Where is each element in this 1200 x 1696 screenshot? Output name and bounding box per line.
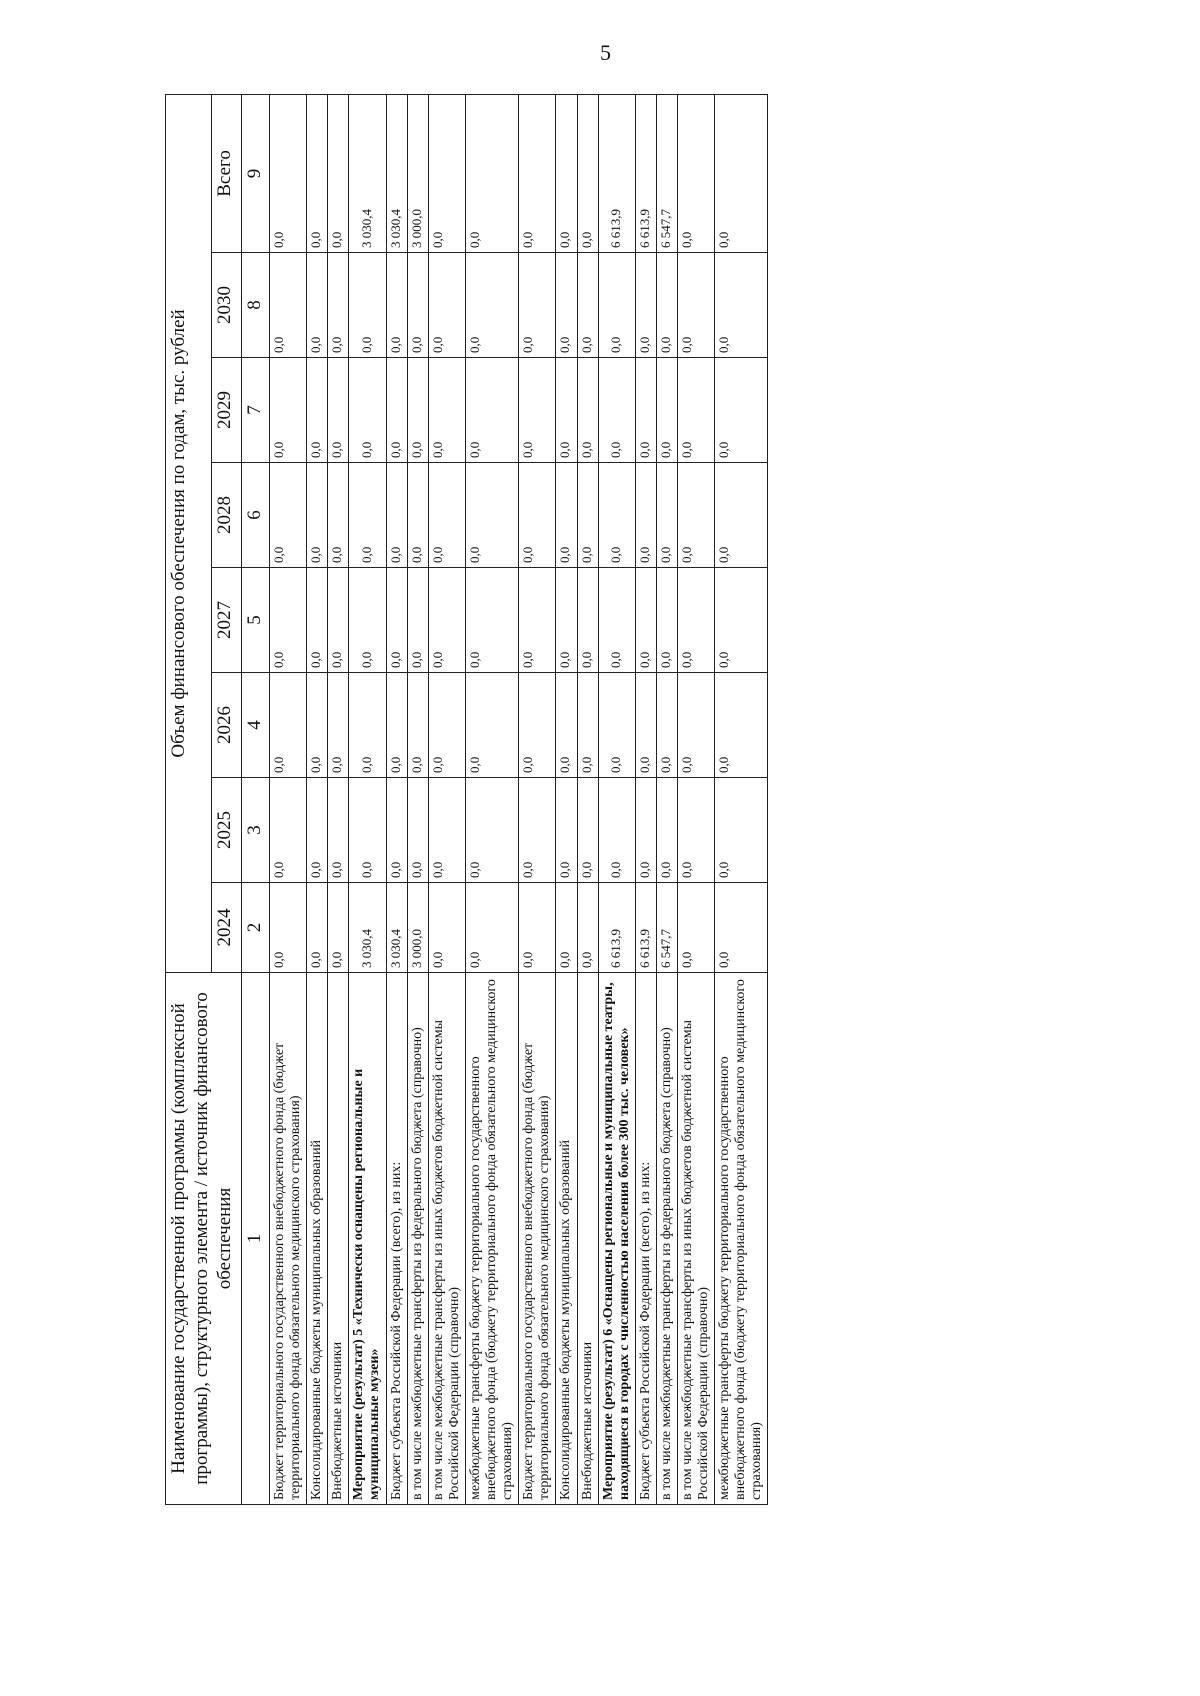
- table-row: [715, 94, 768, 1504]
- row-value: 0,0: [328, 463, 349, 568]
- row-value: 0,0: [349, 358, 386, 463]
- row-value: 0,0: [270, 463, 307, 568]
- row-value: 0,0: [656, 778, 677, 883]
- row-value: 0,0: [270, 94, 307, 252]
- row-value: 0,0: [635, 253, 656, 358]
- row-value: 3 030,4: [349, 94, 386, 252]
- row-value: 0,0: [519, 778, 556, 883]
- year-header: Всего: [212, 94, 242, 252]
- row-value: 0,0: [328, 883, 349, 973]
- row-name: в том числе межбюджетные трансферты из иных бюджетов бюджетной системы Российской Федерации (справочно): [428, 973, 465, 1505]
- row-value: 0,0: [519, 568, 556, 673]
- row-value: 0,0: [270, 883, 307, 973]
- table-row: [349, 94, 386, 1504]
- row-name: в том числе межбюджетные трансферты из федерального бюджета (справочно): [407, 973, 428, 1505]
- row-value: 0,0: [465, 253, 518, 358]
- year-header: 2027: [212, 568, 242, 673]
- row-value: 0,0: [577, 673, 598, 778]
- row-value: 0,0: [428, 463, 465, 568]
- year-header: 2029: [212, 358, 242, 463]
- row-value: 0,0: [519, 358, 556, 463]
- row-value: 0,0: [598, 358, 635, 463]
- year-header: 2024: [212, 883, 242, 973]
- table-row: [407, 94, 428, 1504]
- row-value: 0,0: [556, 94, 577, 252]
- row-value: 0,0: [677, 94, 714, 252]
- row-value: 6 547,7: [656, 883, 677, 973]
- row-value: 0,0: [519, 94, 556, 252]
- row-value: 0,0: [519, 253, 556, 358]
- row-value: 0,0: [328, 358, 349, 463]
- row-value: 0,0: [677, 568, 714, 673]
- row-name: в том числе межбюджетные трансферты из иных бюджетов бюджетной системы Российской Федерации (справочно): [677, 973, 714, 1505]
- row-value: 0,0: [715, 253, 768, 358]
- row-value: 0,0: [328, 94, 349, 252]
- row-value: 0,0: [677, 358, 714, 463]
- row-value: 0,0: [349, 463, 386, 568]
- row-value: 0,0: [577, 778, 598, 883]
- row-value: 0,0: [428, 94, 465, 252]
- table-row: [307, 94, 328, 1504]
- row-value: 3 000,0: [407, 94, 428, 252]
- row-value: 0,0: [635, 358, 656, 463]
- row-value: 0,0: [656, 673, 677, 778]
- row-value: 0,0: [635, 778, 656, 883]
- row-value: 0,0: [307, 253, 328, 358]
- row-value: 0,0: [715, 358, 768, 463]
- column-number: 8: [242, 253, 270, 358]
- row-name: Бюджет территориального государственного внебюджетного фонда (бюджет территориального фонда обязательного медицинского страхования): [270, 973, 307, 1505]
- row-value: 0,0: [349, 778, 386, 883]
- row-value: 0,0: [270, 673, 307, 778]
- row-value: 0,0: [428, 358, 465, 463]
- row-value: 0,0: [519, 463, 556, 568]
- table-row: [577, 94, 598, 1504]
- year-header: 2025: [212, 778, 242, 883]
- row-value: 0,0: [556, 778, 577, 883]
- row-value: 3 030,4: [386, 883, 407, 973]
- row-name: Внебюджетные источники: [577, 973, 598, 1505]
- page-number: 5: [600, 40, 611, 65]
- row-value: 6 613,9: [635, 94, 656, 252]
- row-value: 0,0: [715, 673, 768, 778]
- row-value: 0,0: [349, 253, 386, 358]
- row-name: в том числе межбюджетные трансферты из федерального бюджета (справочно): [656, 973, 677, 1505]
- row-value: 0,0: [635, 568, 656, 673]
- row-value: 3 030,4: [386, 94, 407, 252]
- row-value: 0,0: [556, 568, 577, 673]
- column-number: 3: [242, 778, 270, 883]
- row-value: 0,0: [270, 358, 307, 463]
- row-value: 0,0: [465, 883, 518, 973]
- table-row: [635, 94, 656, 1504]
- table-row: [465, 94, 518, 1504]
- row-value: 0,0: [386, 358, 407, 463]
- row-value: 0,0: [598, 568, 635, 673]
- row-value: 0,0: [307, 94, 328, 252]
- row-name: Мероприятие (результат) 5 «Технически оснащены региональные и муниципальные музеи»: [349, 973, 386, 1505]
- row-value: 0,0: [428, 673, 465, 778]
- row-value: 0,0: [677, 463, 714, 568]
- row-value: 0,0: [386, 463, 407, 568]
- row-value: 0,0: [465, 778, 518, 883]
- row-value: 3 030,4: [349, 883, 386, 973]
- table-row: [519, 94, 556, 1504]
- row-value: 0,0: [407, 778, 428, 883]
- row-value: 0,0: [465, 463, 518, 568]
- row-value: 0,0: [519, 883, 556, 973]
- column-number: 4: [242, 673, 270, 778]
- row-value: 0,0: [577, 883, 598, 973]
- column-number: 1: [242, 973, 270, 1505]
- row-name: межбюджетные трансферты бюджету территориального государственного внебюджетного фонда (бюджету территориального фонда обязательного медицинского страхования): [715, 973, 768, 1505]
- row-value: 0,0: [407, 673, 428, 778]
- row-value: 0,0: [715, 883, 768, 973]
- row-value: 0,0: [386, 778, 407, 883]
- year-header: 2026: [212, 673, 242, 778]
- row-value: 0,0: [465, 673, 518, 778]
- row-value: 0,0: [715, 778, 768, 883]
- rotated-table-wrapper: [165, 95, 1085, 1505]
- row-value: 6 613,9: [598, 94, 635, 252]
- column-number: 5: [242, 568, 270, 673]
- row-value: 0,0: [598, 463, 635, 568]
- row-value: 0,0: [556, 673, 577, 778]
- row-name: Бюджет субъекта Российской Федерации (всего), из них:: [635, 973, 656, 1505]
- row-value: 0,0: [270, 778, 307, 883]
- row-value: 0,0: [598, 673, 635, 778]
- row-value: 0,0: [307, 778, 328, 883]
- row-value: 6 613,9: [598, 883, 635, 973]
- table-row: [598, 94, 635, 1504]
- table-row: [556, 94, 577, 1504]
- row-value: 0,0: [428, 253, 465, 358]
- column-number: 7: [242, 358, 270, 463]
- row-value: 0,0: [556, 358, 577, 463]
- row-value: 3 000,0: [407, 883, 428, 973]
- row-value: 0,0: [307, 463, 328, 568]
- row-value: 0,0: [656, 253, 677, 358]
- row-value: 0,0: [677, 253, 714, 358]
- row-value: 0,0: [465, 568, 518, 673]
- table-row: [386, 94, 407, 1504]
- row-value: 0,0: [428, 778, 465, 883]
- row-value: 0,0: [328, 253, 349, 358]
- row-value: 0,0: [519, 673, 556, 778]
- row-value: 0,0: [407, 358, 428, 463]
- row-value: 0,0: [428, 568, 465, 673]
- row-value: 0,0: [635, 463, 656, 568]
- table-row: [677, 94, 714, 1504]
- row-value: 0,0: [270, 568, 307, 673]
- row-value: 0,0: [715, 94, 768, 252]
- row-value: 0,0: [270, 253, 307, 358]
- row-value: 0,0: [465, 94, 518, 252]
- row-value: 0,0: [307, 883, 328, 973]
- header-volume-caption: Объем финансового обеспечения по годам, тыс. рублей: [166, 94, 212, 972]
- row-value: 0,0: [677, 673, 714, 778]
- row-value: 0,0: [598, 778, 635, 883]
- table-row: [656, 94, 677, 1504]
- row-value: 0,0: [386, 253, 407, 358]
- row-value: 0,0: [428, 883, 465, 973]
- year-header: 2028: [212, 463, 242, 568]
- row-value: 6 547,7: [656, 94, 677, 252]
- row-value: 0,0: [656, 568, 677, 673]
- column-number: 2: [242, 883, 270, 973]
- row-value: 0,0: [556, 463, 577, 568]
- table-row: [270, 94, 307, 1504]
- table-row: [328, 94, 349, 1504]
- row-value: 0,0: [307, 673, 328, 778]
- row-value: 0,0: [465, 358, 518, 463]
- rotated-table-container: [165, 95, 1085, 1505]
- row-value: 0,0: [307, 358, 328, 463]
- row-value: 0,0: [407, 568, 428, 673]
- row-value: 0,0: [577, 463, 598, 568]
- row-value: 0,0: [635, 673, 656, 778]
- row-name: Бюджет субъекта Российской Федерации (всего), из них:: [386, 973, 407, 1505]
- row-name: межбюджетные трансферты бюджету территориального государственного внебюджетного фонда (бюджету территориального фонда обязательного медицинского страхования): [465, 973, 518, 1505]
- row-value: 0,0: [328, 778, 349, 883]
- column-number: 9: [242, 94, 270, 252]
- row-value: 0,0: [656, 358, 677, 463]
- row-value: 0,0: [677, 778, 714, 883]
- row-name: Консолидированные бюджеты муниципальных образований: [556, 973, 577, 1505]
- row-value: 0,0: [386, 673, 407, 778]
- row-name: Бюджет территориального государственного внебюджетного фонда (бюджет территориального фонда обязательного медицинского страхования): [519, 973, 556, 1505]
- row-value: 0,0: [407, 463, 428, 568]
- row-value: 0,0: [349, 673, 386, 778]
- row-value: 0,0: [598, 253, 635, 358]
- row-value: 0,0: [328, 673, 349, 778]
- row-value: 0,0: [328, 568, 349, 673]
- row-value: 0,0: [715, 463, 768, 568]
- row-name: Мероприятие (результат) 6 «Оснащены региональные и муниципальные театры, находящиеся в городах с численностью населения более 300 тыс. человек»: [598, 973, 635, 1505]
- row-value: 6 613,9: [635, 883, 656, 973]
- row-value: 0,0: [656, 463, 677, 568]
- row-value: 0,0: [577, 94, 598, 252]
- header-name-column: Наименование государственной программы (комплексной программы), структурного элемента / источник финансового обеспечения: [166, 973, 242, 1505]
- row-value: 0,0: [677, 883, 714, 973]
- row-value: 0,0: [349, 568, 386, 673]
- financing-table: [165, 94, 768, 1505]
- year-header: 2030: [212, 253, 242, 358]
- row-value: 0,0: [715, 568, 768, 673]
- row-name: Внебюджетные источники: [328, 973, 349, 1505]
- row-value: 0,0: [577, 253, 598, 358]
- row-value: 0,0: [577, 358, 598, 463]
- table-row: [428, 94, 465, 1504]
- row-value: 0,0: [556, 253, 577, 358]
- column-number: 6: [242, 463, 270, 568]
- row-name: Консолидированные бюджеты муниципальных образований: [307, 973, 328, 1505]
- row-value: 0,0: [386, 568, 407, 673]
- row-value: 0,0: [407, 253, 428, 358]
- row-value: 0,0: [577, 568, 598, 673]
- row-value: 0,0: [307, 568, 328, 673]
- row-value: 0,0: [556, 883, 577, 973]
